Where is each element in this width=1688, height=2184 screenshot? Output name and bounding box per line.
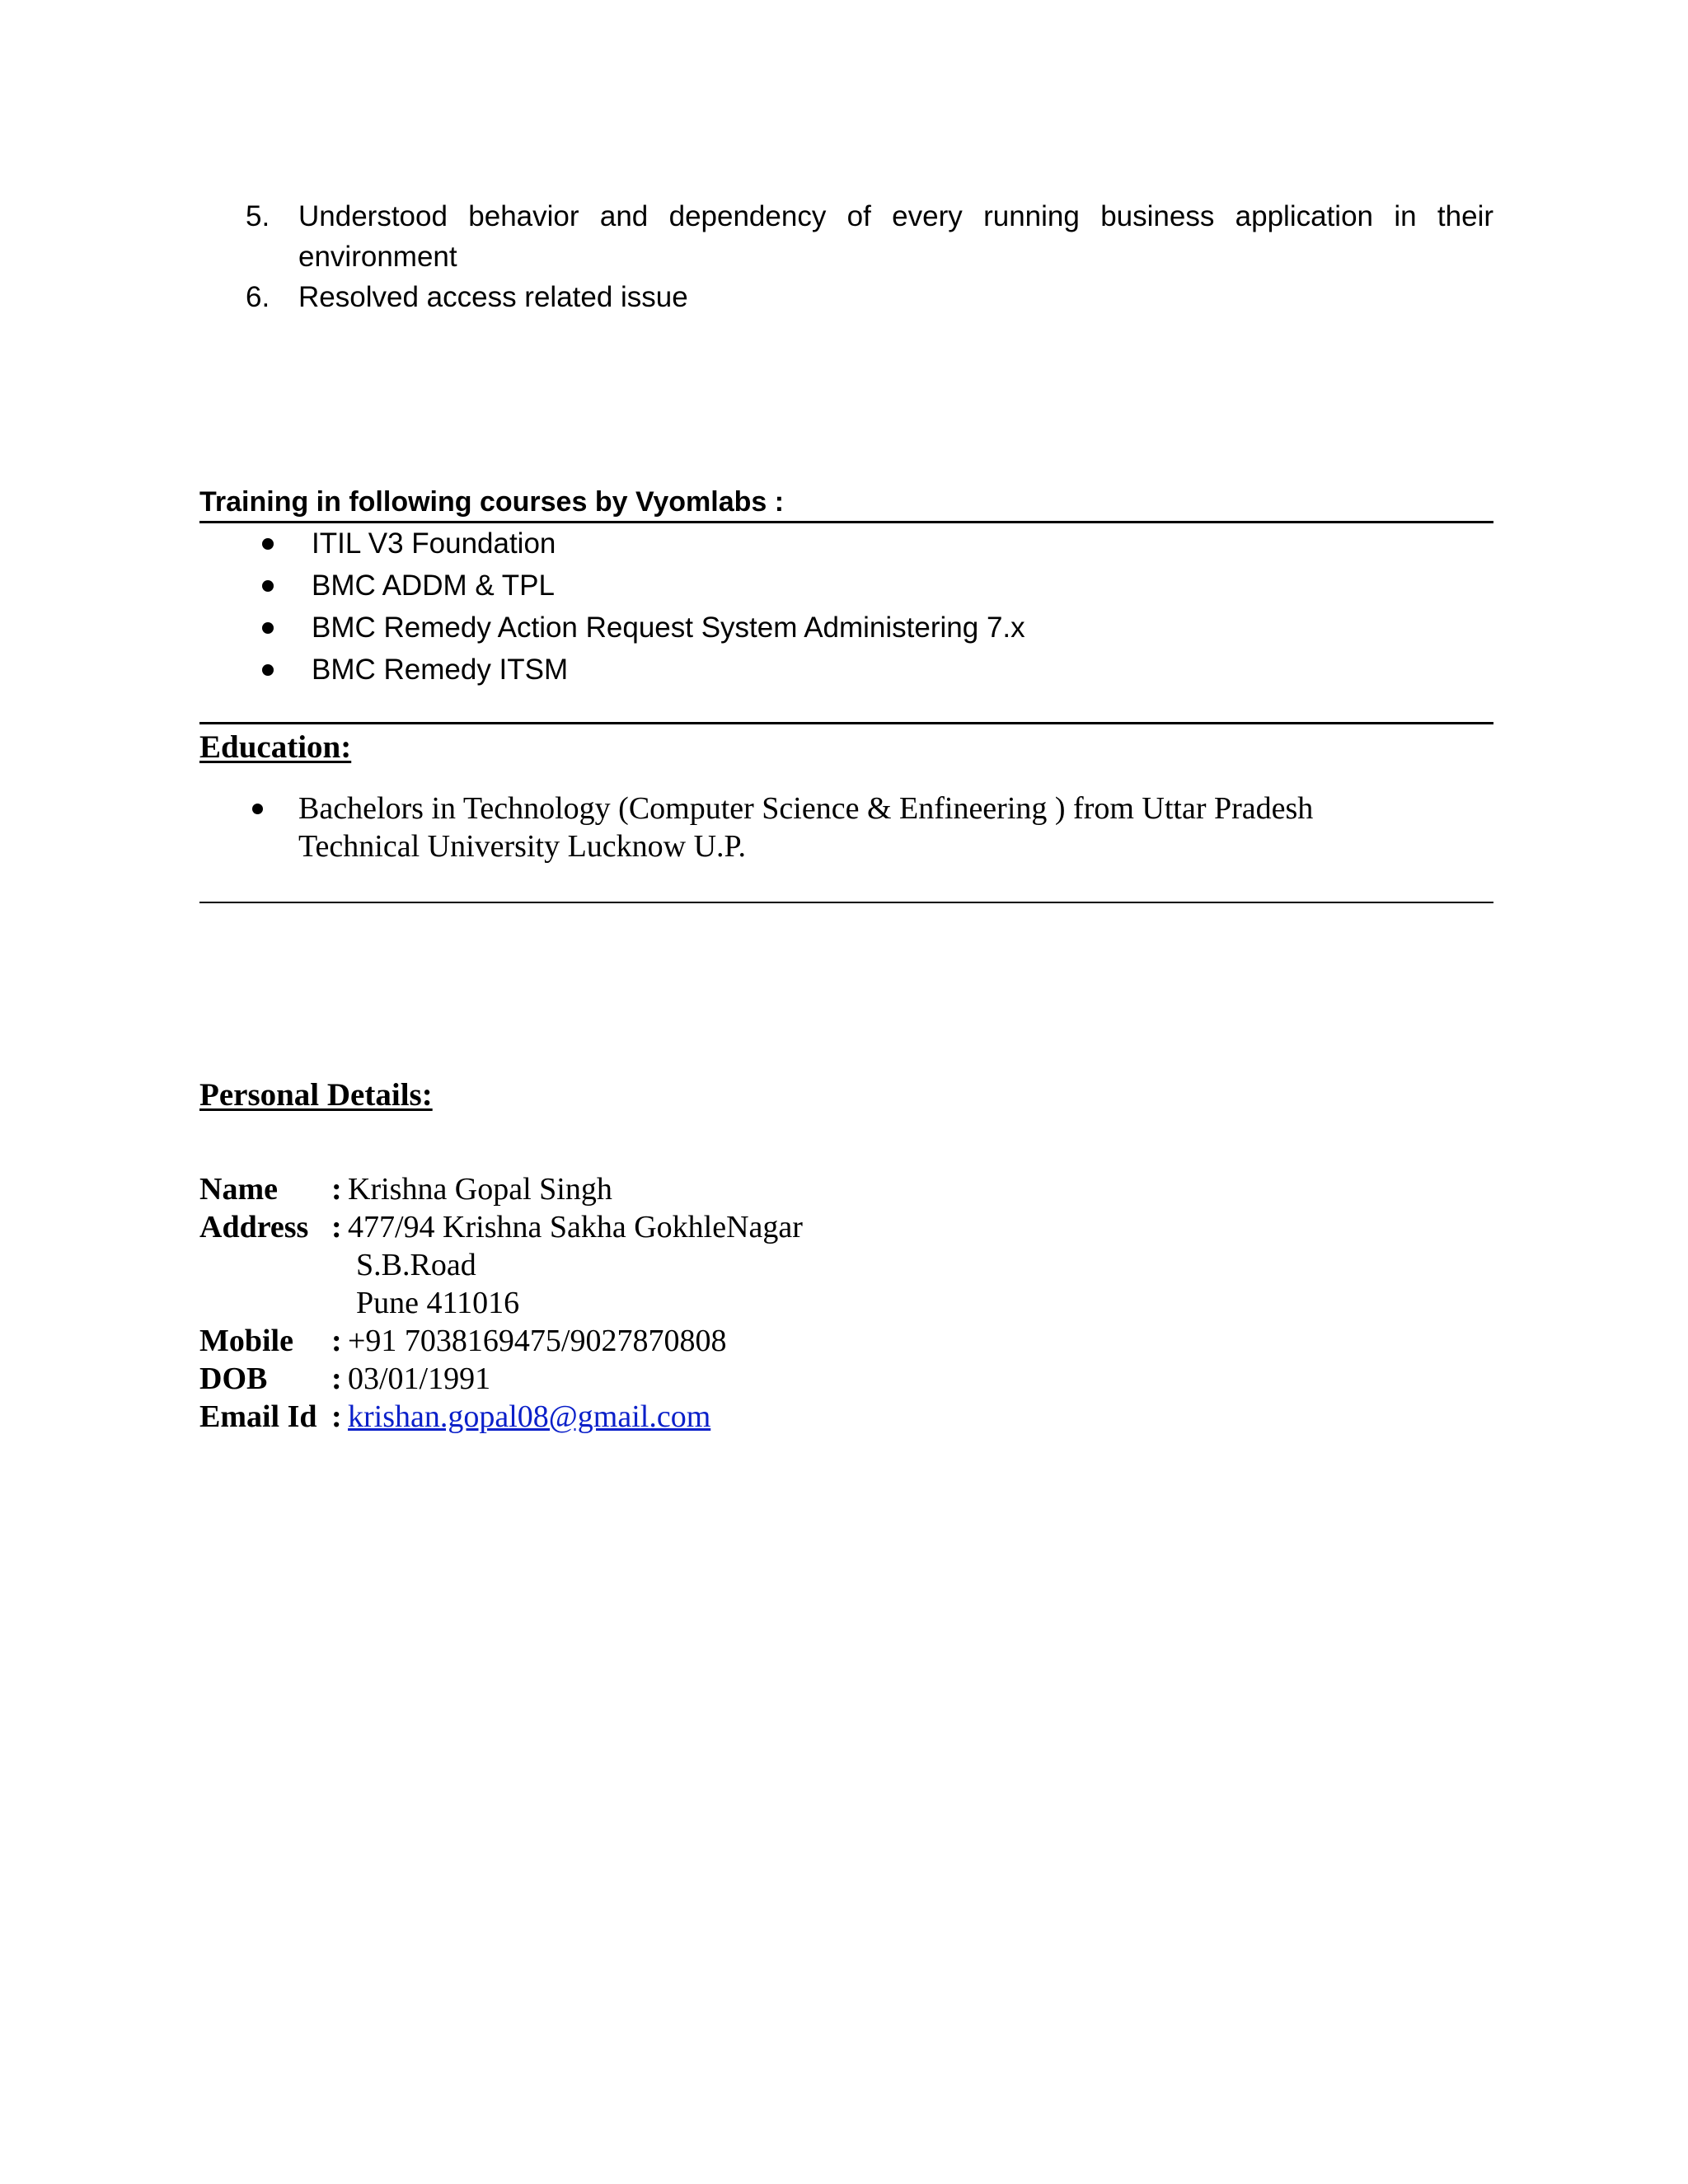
training-heading: Training in following courses by Vyomlabs : [199,483,1493,523]
address-line2: S.B.Road [356,1248,476,1282]
colon: : [331,1324,342,1358]
list-item [199,523,1493,565]
list-item [199,607,1493,649]
bullet-icon [252,804,263,814]
item-number: 6. [246,281,270,313]
personal-details-heading: Personal Details: [199,1077,433,1113]
item-text: ITIL V3 Foundation [312,527,556,560]
section-divider [199,902,1493,903]
bullet-icon [262,664,274,676]
mobile-value: +91 7038169475/9027870808 [348,1324,727,1358]
name-label: Name [199,1172,278,1207]
education-heading: Education: [199,729,352,765]
education-text-line2: Technical University Lucknow U.P. [298,829,746,864]
colon: : [331,1361,342,1396]
mobile-label: Mobile [199,1324,293,1358]
education-text-line1: Bachelors in Technology (Computer Science & Enfineering ) from Uttar Pradesh [298,791,1314,826]
colon: : [331,1399,342,1434]
list-item [199,649,1493,691]
training-list [199,523,1493,691]
item-text-continued: environment [298,241,457,273]
item-text: Understood behavior and dependency of every running business application in their [298,200,1493,232]
education-item [199,790,1436,865]
email-label: Email Id [199,1399,317,1434]
name-value: Krishna Gopal Singh [348,1172,612,1207]
address-line1: 477/94 Krishna Sakha GokhleNagar [348,1210,803,1244]
item-text: BMC Remedy ITSM [312,654,569,686]
item-text: BMC Remedy Action Request System Administering 7.x [312,612,1025,644]
email-link[interactable]: krishan.gopal08@gmail.com [348,1399,711,1434]
bullet-icon [262,580,274,592]
section-divider [199,722,1493,724]
dob-label: DOB [199,1361,268,1396]
dob-value: 03/01/1991 [348,1361,491,1396]
colon: : [331,1172,342,1207]
list-item [246,196,1493,277]
bullet-icon [262,622,274,634]
item-text: Resolved access related issue [298,281,688,313]
item-number: 5. [246,200,270,232]
item-text: BMC ADDM & TPL [312,569,555,602]
address-line3: Pune 411016 [356,1286,520,1320]
list-item [199,565,1493,607]
list-item [246,277,1493,317]
address-label: Address [199,1210,309,1244]
bullet-icon [262,538,274,550]
colon: : [331,1210,342,1244]
responsibilities-list [246,196,1493,317]
